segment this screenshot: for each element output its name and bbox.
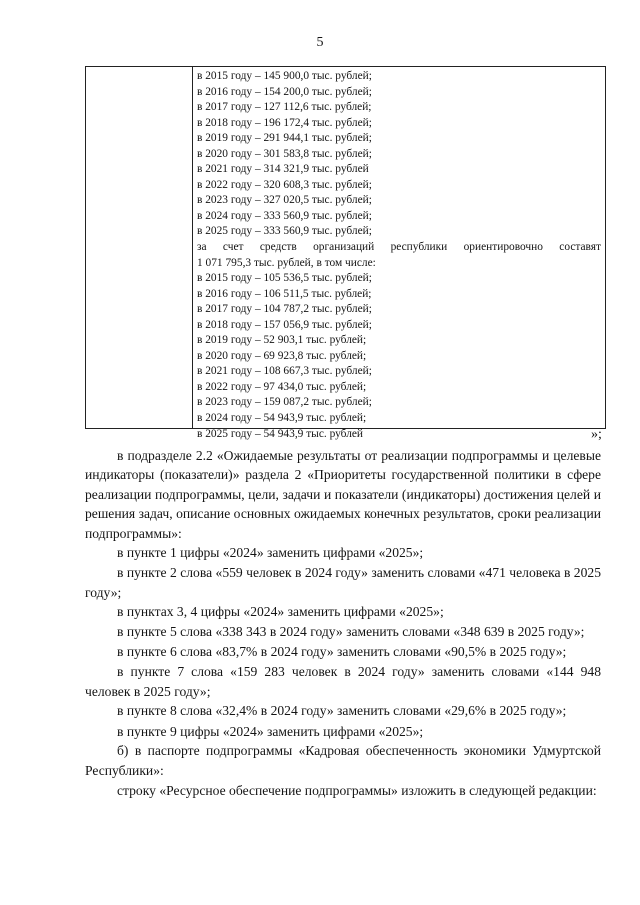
table-line: в 2023 году – 327 020,5 тыс. рублей; bbox=[197, 194, 372, 207]
table-line: в 2020 году – 301 583,8 тыс. рублей; bbox=[197, 147, 372, 160]
table-line: в 2024 году – 54 943,9 тыс. рублей; bbox=[197, 412, 367, 425]
paragraph: в пункте 2 слова «559 человек в 2024 году» заменить словами «471 человека в 2025 году»; bbox=[85, 565, 601, 600]
table-line: в 2015 году – 145 900,0 тыс. рублей; bbox=[197, 70, 372, 82]
table-column-divider bbox=[192, 67, 193, 428]
table-line: в 2018 году – 157 056,9 тыс. рублей; bbox=[197, 318, 372, 331]
closing-quote: »; bbox=[591, 427, 602, 442]
table-line: в 2016 году – 154 200,0 тыс. рублей; bbox=[197, 85, 372, 98]
paragraph: б) в паспорте подпрограммы «Кадровая обеспеченность экономики Удмуртской Республики»: bbox=[85, 743, 601, 778]
table-line: в 2017 году – 127 112,6 тыс. рублей; bbox=[197, 101, 372, 114]
table-funding-cell bbox=[197, 69, 601, 442]
resource-table bbox=[85, 66, 606, 440]
table-line: в 2021 году – 108 667,3 тыс. рублей; bbox=[197, 365, 372, 378]
paragraph: в пункте 5 слова «338 343 в 2024 году» заменить словами «348 639 в 2025 году»; bbox=[117, 623, 585, 639]
paragraph: в подразделе 2.2 «Ожидаемые результаты от реализации подпрограммы и целевые индикаторы (показатели)» раздела 2 «Приоритеты государственной политики в сфере реализации подпрограммы, цели, задачи и показатели (индикаторы) достижения целей и решения задач, описание основных ожидаемых конечных результатов, сроки реализации подпрограммы»: bbox=[85, 448, 601, 541]
table-line: за счет средств организаций республики ориентировочно составят bbox=[197, 241, 601, 254]
table-line: в 2019 году – 291 944,1 тыс. рублей; bbox=[197, 132, 372, 145]
table-line: в 2021 году – 314 321,9 тыс. рублей bbox=[197, 163, 369, 176]
table-line: в 2023 году – 159 087,2 тыс. рублей; bbox=[197, 396, 372, 409]
table-line: в 2022 году – 97 434,0 тыс. рублей; bbox=[197, 380, 367, 393]
paragraph: строку «Ресурсное обеспечение подпрограммы» изложить в следующей редакции: bbox=[117, 782, 597, 798]
table-line: в 2019 году – 52 903,1 тыс. рублей; bbox=[197, 334, 367, 347]
table-line: в 2016 году – 106 511,5 тыс. рублей; bbox=[197, 287, 372, 300]
paragraph: в пункте 8 слова «32,4% в 2024 году» заменить словами «29,6% в 2025 году»; bbox=[117, 703, 567, 719]
table-line: в 2024 году – 333 560,9 тыс. рублей; bbox=[197, 209, 372, 222]
table-line: в 2015 году – 105 536,5 тыс. рублей; bbox=[197, 272, 372, 285]
table-line: в 2025 году – 333 560,9 тыс. рублей; bbox=[197, 225, 372, 238]
page-number: 5 bbox=[316, 35, 324, 50]
table-line: в 2022 году – 320 608,3 тыс. рублей; bbox=[197, 178, 372, 191]
paragraph: в пункте 9 цифры «2024» заменить цифрами «2025»; bbox=[117, 723, 424, 739]
table-line: в 2018 году – 196 172,4 тыс. рублей; bbox=[197, 116, 372, 129]
table-line: 1 071 795,3 тыс. рублей, в том числе: bbox=[197, 256, 376, 269]
paragraph: в пункте 7 слова «159 283 человек в 2024 году» заменить словами «144 948 человек в 2025 году»; bbox=[85, 664, 601, 699]
paragraph: в пунктах 3, 4 цифры «2024» заменить цифрами «2025»; bbox=[117, 604, 444, 620]
paragraph: в пункте 6 слова «83,7% в 2024 году» заменить словами «90,5% в 2025 году»; bbox=[117, 644, 567, 660]
table-line: в 2020 году – 69 923,8 тыс. рублей; bbox=[197, 349, 367, 362]
table-line: в 2025 году – 54 943,9 тыс. рублей bbox=[197, 427, 364, 440]
table-line: в 2017 году – 104 787,2 тыс. рублей; bbox=[197, 303, 372, 316]
paragraph: в пункте 1 цифры «2024» заменить цифрами «2025»; bbox=[117, 545, 424, 561]
document-body bbox=[85, 446, 601, 800]
